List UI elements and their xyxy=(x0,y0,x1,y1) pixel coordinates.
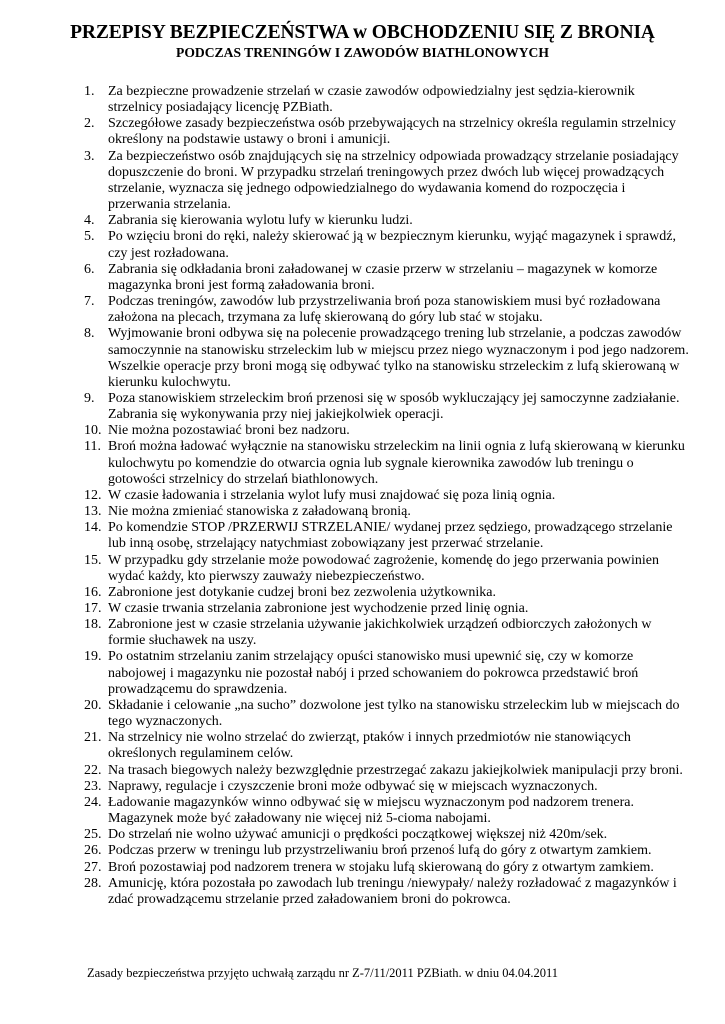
rule-item xyxy=(84,213,690,229)
rule-number: 26. xyxy=(84,843,102,859)
rule-item xyxy=(84,262,690,294)
rule-text: Ładowanie magazynków winno odbywać się w miejscu wyznaczonym pod nadzorem trenera. Magazynek może być załadowany nie więcej niż 5-cioma nabojami. xyxy=(108,794,634,827)
document-title: PRZEPISY BEZPIECZEŃSTWA w OBCHODZENIU SIĘ Z BRONIĄ xyxy=(70,22,655,43)
rule-text: Na trasach biegowych należy bezwzględnie przestrzegać zakazu jakiejkolwiek manipulacji przy broni. xyxy=(108,762,683,778)
rule-item xyxy=(84,116,690,148)
rule-item xyxy=(84,698,690,730)
rules-list xyxy=(84,84,690,908)
rule-item xyxy=(84,617,690,649)
rule-item xyxy=(84,827,690,843)
rule-item xyxy=(84,795,690,827)
rule-number: 25. xyxy=(84,827,102,843)
rule-text: Zabronione jest w czasie strzelania używanie jakichkolwiek urządzeń odbiorczych założonych w formie słuchawek na uszy. xyxy=(108,617,652,649)
rule-text: Zabronione jest dotykanie cudzej broni bez zezwolenia użytkownika. xyxy=(108,584,496,600)
rule-text: Za bezpieczeństwo osób znajdujących się na strzelnicy odpowiada prowadzący strzelanie posiadający dopuszczenie do broni. W przypadku strzelań treningowych przez dwóch lub więcej prowadzących strzelanie, wyznacza się jednego odpowiedzialnego do wydawania komend do rozpoczęcia i przerwania strzelania. xyxy=(108,148,679,213)
rule-number: 21. xyxy=(84,730,102,746)
rule-text: Po komendzie STOP /PRZERWIJ STRZELANIE/ wydanej przez sędziego, prowadzącego strzelanie lub inną osobę, strzelający natychmiast zobowiązany jest przerwać strzelanie. xyxy=(108,520,673,552)
rule-item xyxy=(84,423,690,439)
rule-item xyxy=(84,149,690,214)
rule-item xyxy=(84,860,690,876)
rule-text: Do strzelań nie wolno używać amunicji o prędkości początkowej większej niż 420m/sek. xyxy=(108,827,608,843)
rule-number: 24. xyxy=(84,794,102,810)
rule-item xyxy=(84,585,690,601)
rule-number: 19. xyxy=(84,649,102,665)
rule-text: Nie można pozostawiać broni bez nadzoru. xyxy=(108,423,350,439)
rule-text: Broń można ładować wyłącznie na stanowisku strzeleckim na linii ognia z lufą skierowaną w kierunku kulochwytu po komendzie do otwarcia ognia lub sygnale kierownika zawodów lub treningu o gotowości strzelnicy do strzelań biathlonowych. xyxy=(108,439,685,487)
rule-number: 10. xyxy=(84,423,102,439)
rule-number: 4. xyxy=(84,213,95,229)
rule-number: 15. xyxy=(84,552,102,568)
rule-item xyxy=(84,553,690,585)
document-footer: Zasady bezpieczeństwa przyjęto uchwałą zarządu nr Z-7/11/2011 PZBiath. w dniu 04.04.2011 xyxy=(87,966,559,980)
rule-text: W przypadku gdy strzelanie może powodować zagrożenie, komendę do jego przerwania powinien wydać każdy, kto pierwszy zauważy niebezpieczeństwo. xyxy=(108,552,659,584)
rule-number: 2. xyxy=(84,116,95,132)
rule-item xyxy=(84,294,690,326)
rule-text: Wyjmowanie broni odbywa się na polecenie prowadzącego trening lub strzelanie, a podczas zawodów samoczynnie na stanowisku strzeleckim lub w miejscu przez niego wyznaczonym i pod jego nadzorem. Wszelkie operacje przy broni mogą się odbywać tylko na stanowisku strzeleckim z lufą skierowaną w kierunku kulochwytu. xyxy=(108,326,689,390)
rule-text: W czasie trwania strzelania zabronione jest wychodzenie przed linię ognia. xyxy=(108,601,529,616)
rule-item xyxy=(84,843,690,859)
rule-item xyxy=(84,504,690,520)
rule-item xyxy=(84,488,690,504)
rule-text: Po wzięciu broni do ręki, należy skierować ją w bezpiecznym kierunku, wyjąć magazynek i sprawdź, czy jest rozładowana. xyxy=(108,229,676,261)
rule-item xyxy=(84,229,690,261)
rule-text: Naprawy, regulacje i czyszczenie broni może odbywać się w miejscach wyznaczonych. xyxy=(108,778,598,794)
rule-number: 12. xyxy=(84,487,102,503)
rule-text: W czasie ładowania i strzelania wylot lufy musi znajdować się poza linią ognia. xyxy=(108,487,556,503)
rule-number: 5. xyxy=(84,229,95,245)
rule-number: 28. xyxy=(84,875,102,891)
rule-text: Po ostatnim strzelaniu zanim strzelający opuści stanowisko musi upewnić się, czy w komorze nabojowej i magazynku nie pozostał nabój i przed schowaniem do pokrowca przedstawić broń prowadzącemu do sprawdzenia. xyxy=(108,649,639,697)
document-subtitle: PODCZAS TRENINGÓW I ZAWODÓW BIATHLONOWYCH xyxy=(176,45,549,60)
rule-item xyxy=(84,520,690,552)
rule-number: 3. xyxy=(84,148,95,164)
rule-number: 20. xyxy=(84,697,102,713)
rule-item xyxy=(84,763,690,779)
rule-text: Nie można zmieniać stanowiska z załadowaną bronią. xyxy=(108,504,411,520)
rule-number: 22. xyxy=(84,762,102,778)
rule-item xyxy=(84,84,690,116)
rule-text: Podczas przerw w treningu lub przystrzeliwaniu broń przenoś lufą do góry z otwartym zamkiem. xyxy=(108,843,652,859)
rule-text: Składanie i celowanie „na sucho” dozwolone jest tylko na stanowisku strzeleckim lub w miejscach do tego wyznaczonych. xyxy=(108,697,680,730)
rule-text: Zabrania się kierowania wylotu lufy w kierunku ludzi. xyxy=(108,213,413,229)
rule-item xyxy=(84,730,690,762)
rule-item xyxy=(84,326,690,391)
rule-text: Amunicję, która pozostała po zawodach lub treningu /niewypały/ należy rozładować z magazynków i zdać prowadzącemu strzelanie przed załadowaniem broni do pokrowca. xyxy=(108,875,677,907)
rule-text: Broń pozostawiaj pod nadzorem trenera w stojaku lufą skierowaną do góry z otwartym zamkiem. xyxy=(108,859,654,875)
rule-number: 23. xyxy=(84,778,102,794)
rule-number: 11. xyxy=(84,439,101,455)
rule-text: Za bezpieczne prowadzenie strzelań w czasie zawodów odpowiedzialny jest sędzia-kierownik strzelnicy posiadający licencję PZBiath. xyxy=(108,84,635,116)
rule-item xyxy=(84,779,690,795)
rule-number: 14. xyxy=(84,520,102,536)
rule-number: 7. xyxy=(84,294,95,310)
rule-text: Na strzelnicy nie wolno strzelać do zwierząt, ptaków i innych przedmiotów nie stanowiących określonych regulaminem celów. xyxy=(108,730,631,762)
rule-item xyxy=(84,391,690,423)
rule-text: Podczas treningów, zawodów lub przystrzeliwania broń poza stanowiskiem musi być rozładowana założona na plecach, trzymana za lufę skierowaną do góry lub stać w stojaku. xyxy=(108,294,661,326)
rule-number: 17. xyxy=(84,601,102,616)
rule-item xyxy=(84,439,690,487)
rule-number: 9. xyxy=(84,390,95,406)
rule-number: 18. xyxy=(84,617,102,633)
rule-number: 27. xyxy=(84,859,102,875)
rule-item xyxy=(84,876,690,908)
rule-number: 16. xyxy=(84,584,102,600)
rule-text: Poza stanowiskiem strzeleckim broń przenosi się w sposób wykluczający jej samoczynne zadziałanie. Zabrania się wykonywania przy niej jakiejkolwiek operacji. xyxy=(108,390,680,423)
rule-item xyxy=(84,649,690,697)
rule-number: 6. xyxy=(84,261,95,277)
rule-item xyxy=(84,601,690,617)
rule-number: 8. xyxy=(84,326,95,342)
rule-text: Szczegółowe zasady bezpieczeństwa osób przebywających na strzelnicy określa regulamin strzelnicy określony na podstawie ustawy o broni i amunicji. xyxy=(108,116,676,148)
rule-text: Zabrania się odkładania broni załadowanej w czasie przerw w strzelaniu – magazynek w komorze magazynka broni jest formą załadowania broni. xyxy=(108,261,658,293)
rule-number: 1. xyxy=(84,84,95,99)
rule-number: 13. xyxy=(84,504,102,520)
